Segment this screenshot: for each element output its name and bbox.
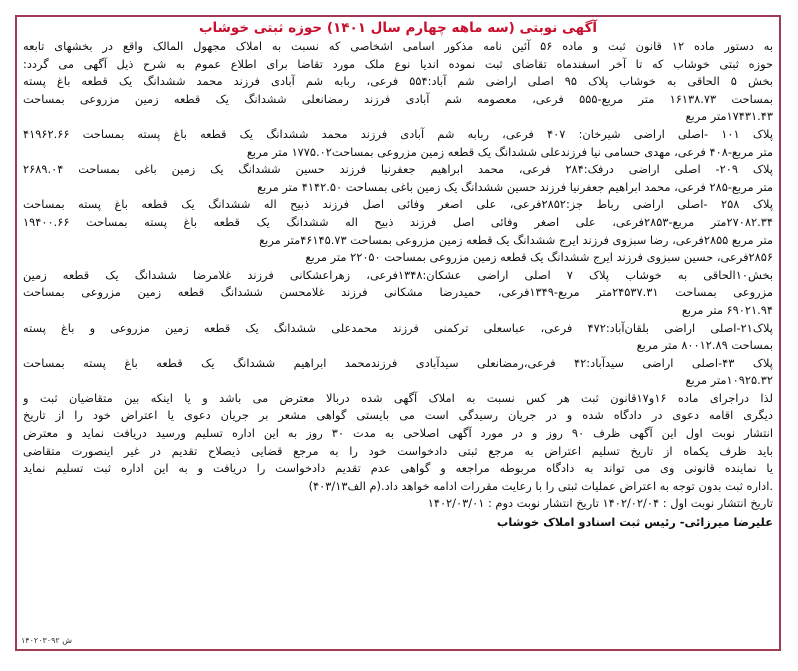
notice-line: متر مربع ۲۸۵۵فرعی، رضا سبزوی فرزند ایرج ششدانگ یک قطعه زمین مزروعی بمساحت ۴۶۱۴۵.۷۳متر مربع (259, 232, 773, 247)
notice-line: بمساحت ۸۰۰۱۲.۸۹ متر مربع (636, 338, 773, 353)
notice-line: ۲۸۵۶فرعی، حسین سبزوی فرزند ایرج ششدانگ یک قطعه زمین مزروعی بمساحت ۲۲۰۵۰ متر مربع (305, 250, 773, 265)
notice-line: باید ظرف یکماه از تاریخ تسلیم اعتراض به مرجع ثبتی دادخواست خود را به مرجع قضایی ذیصلاح تقدیم در غیر اینصورت متقاضی (23, 443, 773, 458)
notice-line: بخش۱۰الحاقی به خوشاب پلاک ۷ اصلی اراضی عشکان:۱۳۴۸فرعی، زهراعشکانی فرزند غلامرضا ششدانگ یک قطعه زمین (23, 267, 773, 282)
notice-line: تاریخ انتشار نوبت اول : ۱۴۰۲/۰۲/۰۴ تاریخ انتشار نوبت دوم : ۱۴۰۲/۰۳/۰۱ (427, 496, 773, 511)
notice-line: پلاک ۲۰۹- اصلی اراضی درفک:۲۸۴ فرعی، محمد ابراهیم جعفرنیا فرزند حسین ششدانگ یک زمین باغی بمساحت ۲۶۸۹.۰۴ (23, 162, 773, 177)
notice-line: بخش ۵ الحاقی به خوشاب پلاک ۹۵ اصلی اراضی شم آباد:۵۵۴ فرعی، ربابه شم آبادی فرزند محمد ششدانگ یک قطعه باغ پسته (23, 74, 773, 89)
notice-code: ش ۱۴۰۲۰۳۰۹۲ (21, 636, 72, 645)
notice-line: بمساحت ۱۶۱۳۸.۷۳ متر مربع-۵۵۵ فرعی، معصومه شم آبادی فرزند رمضانعلی ششدانگ یک قطعه زمین مزروعی بمساحت (23, 91, 773, 106)
notice-line: ۱۷۴۳۱.۴۳متر مربع (685, 109, 773, 124)
notice-line: متر مربع-۲۸۵ فرعی، محمد ابراهیم جعفرنیا فرزند حسین ششدانگ یک زمین باغی بمساحت ۴۱۴۲.۵۰ متر مربع (257, 179, 773, 194)
notice-line: انتشار نوبت اول این آگهی ظرف ۹۰ روز و در مورد آگهی اصلاحی به مدت ۳۰ روز به این اداره تسلیم ورسید دریافت نماید و معترض (23, 426, 773, 441)
notice-line: ۲۷۰۸۲.۳۴متر مربع-۲۸۵۳فرعی، علی اصغر وفائی اصل فرزند ذبیح اله ششدانگ یک قطعه باغ پسته بمساحت ۱۹۴۰۰.۶۶ (23, 214, 773, 229)
notice-line: پلاک ۱۰۱ -اصلی اراضی شیرخان: ۴۰۷ فرعی، ربابه شم آبادی فرزند محمد ششدانگ یک قطعه باغ پسته بمساحت ۴۱۹۶۲.۶۶ (23, 126, 773, 141)
notice-line: پلاک ۴۳-اصلی اراضی سیدآباد:۴۲ فرعی،رمضانعلی سیدآبادی فرزندمحمد ابراهیم ششدانگ یک قطعه باغ پسته بمساحت (23, 355, 773, 370)
notice-line: ۶۹۰۲۱.۹۴ متر مربع (681, 302, 773, 317)
notice-line: ۱۰۹۲۵.۳۲متر مربع (685, 373, 773, 388)
notice-line: به دستور ماده ۱۲ قانون ثبت و ماده ۵۶ آئین نامه مذکور اسامی اشخاصی که نسبت به املاک مجهول المالک واقع در بخشهای تابعه (23, 39, 773, 53)
notice-line: پلاک ۲۵۸ -اصلی اراضی رباط جز:۲۸۵۲فرعی، علی اصغر وفائی اصل فرزند ذبیح اله ششدانگ یک قطعه باغ پسته بمساحت (23, 197, 773, 212)
notice-line: حوزه ثبتی خوشاب که تا آخر اسفندماه تقاضای ثبت نموده اندیا نوع ملک مورد تقاضا برای اطلاع عموم به شرح ذیل آگهی می گردد: (23, 56, 773, 71)
notice-line: مزروعی بمساحت ۲۴۵۳۷.۳۱متر مربع-۱۳۴۹فرعی، حمیدرضا مشکانی فرزند غلامحسن ششدانگ قطعه زمین مزروعی بمساحت (23, 285, 773, 300)
notice-line: لذا دراجرای ماده ۱۶و۱۷قانون ثبت هر کس نسبت به املاک آگهی شده دربالا معترض می باشد و یا اینکه بین متقاضیان ثبت و (23, 390, 773, 405)
notice-frame (15, 15, 781, 651)
notice-title: آگهی نوبتی (سه ماهه چهارم سال ۱۴۰۱) حوزه ثبتی خوشاب (198, 20, 598, 36)
notice-line: یا نماینده قانونی وی می تواند به دادگاه مربوطه مراجعه و گواهی عدم تقدیم دادخواست را دریافت و به این اداره ثبت تسلیم نماید (23, 461, 773, 476)
notice-line: .اداره ثبت بدون توجه به اعتراض عملیات ثبتی را با رعایت مقررات ادامه خواهد داد.(م الف۴۰۳/۱۳) (308, 478, 773, 493)
notice-line: پلاک۲۱-اصلی اراضی بلقان‌آباد:۴۷۲ فرعی، عباسعلی ترکمنی فرزند محمدعلی ششدانگ یک قطعه زمین مزروعی و باغ پسته (23, 320, 773, 335)
notice-line: دیگری اقامه دعوی در دادگاه شده و در جریان رسیدگی است می بایستی گواهی مشعر بر جریان دعوی یا اعتراض خود را از تاریخ (23, 408, 773, 423)
notice-signature: علیرضا میرزائی- رئیس ثبت اسنادو املاک خوشاب (496, 515, 773, 530)
notice-line: متر مربع-۴۰۸ فرعی، مهدی حسامی نیا فرزندعلی ششدانگ یک قطعه زمین مزروعی بمساحت۱۷۷۵.۰۲ متر مربع (246, 144, 773, 159)
notice-body (23, 38, 773, 513)
